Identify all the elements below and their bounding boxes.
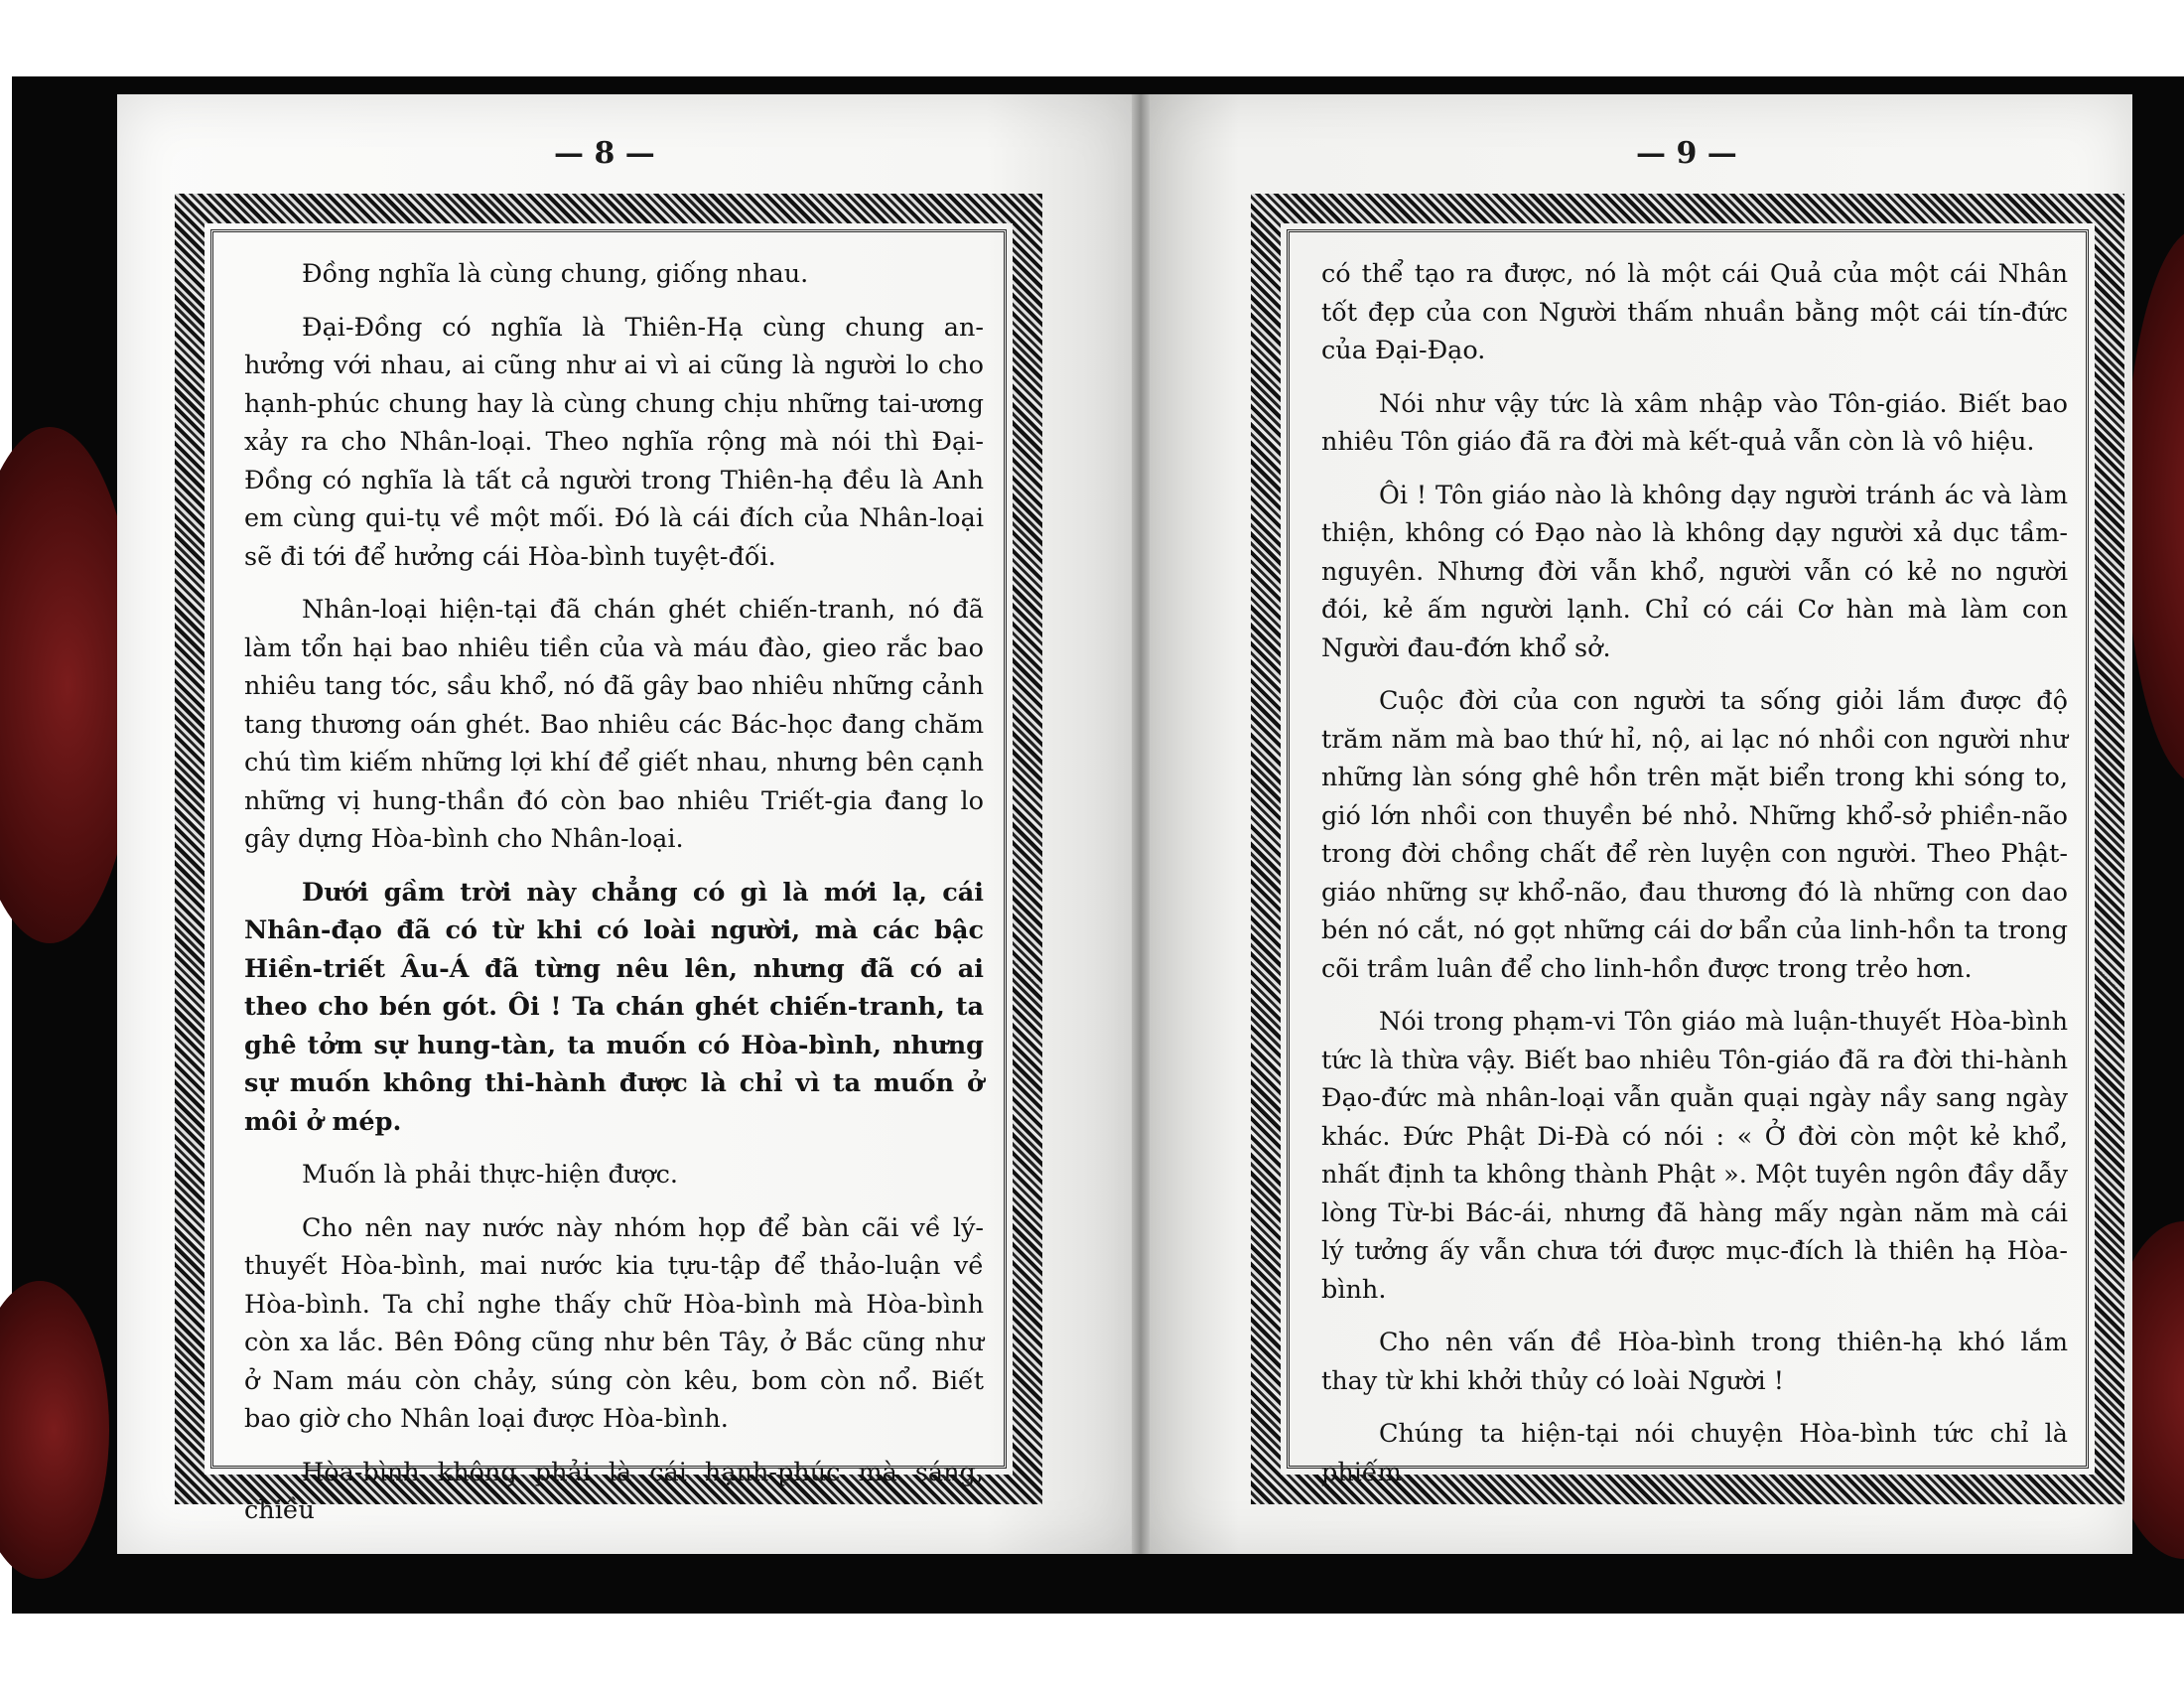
paragraph: Ôi ! Tôn giáo nào là không dạy người tránh ác và làm thiện, không có Đạo nào là không dạy người xả dục tầm-nguyên. Nhưng đời vẫn khổ, người vẫn có kẻ no người đói, kẻ ấm người lạnh. Chỉ có cái Cơ hàn mà làm con Người đau-đớn khổ sở.: [1321, 480, 2068, 663]
paragraph: Cho nên nay nước này nhóm họp để bàn cãi về lý-thuyết Hòa-bình, mai nước kia tựu-tập để thảo-luận về Hòa-bình. Ta chỉ nghe thấy chữ Hòa-bình mà Hòa-bình còn xa lắc. Bên Đông cũng như bên Tây, ở Bắc cũng như ở Nam máu còn chảy, súng còn kêu, bom còn nổ. Biết bao giờ cho Nhân loại được Hòa-bình.: [244, 1212, 984, 1434]
paragraph: Cuộc đời của con người ta sống giỏi lắm được độ trăm năm mà bao thứ hỉ, nộ, ai lạc nó nhồi con người như những làn sóng ghê hồn trên mặt biển trong khi sóng to, gió lớn nhồi con thuyền bé nhỏ. Những khổ-sở phiền-não trong đời chồng chất để rèn luyện con người. Theo Phật-giáo những sự khổ-não, đau thương đó là những con dao bén nó cắt, nó gọt những cái dơ bẩn của linh-hồn ta trong cõi trầm luân để cho linh-hồn được trong trẻo hơn.: [1321, 686, 2068, 984]
left-page-text: [244, 255, 984, 1545]
page-number-left: — 8 —: [554, 136, 655, 171]
paragraph: Nói trong phạm-vi Tôn giáo mà luận-thuyết Hòa-bình tức là thừa vậy. Biết bao nhiêu Tôn-giáo đã ra đời thi-hành Đạo-đức mà nhân-loại vẫn quằn quại ngày nầy sang ngày khác. Đức Phật Di-Đà có nói : « Ở đời còn một kẻ khổ, nhất định ta không thành Phật ». Một tuyên ngôn đầy dẫy lòng Từ-bi Bác-ái, nhưng đã hàng mấy ngàn năm mà cái lý tưởng ấy vẫn chưa tới được mục-đích là thiên hạ Hòa-bình.: [1321, 1007, 2068, 1305]
paragraph: có thể tạo ra được, nó là một cái Quả của một cái Nhân tốt đẹp của con Người thấm nhuần bằng một cái tín-đức của Đại-Đạo.: [1321, 259, 2068, 365]
book-gutter: [1132, 94, 1150, 1554]
paragraph: Đại-Đồng có nghĩa là Thiên-Hạ cùng chung an-hưởng với nhau, ai cũng như ai vì ai cũng là người lo cho hạnh-phúc chung hay là cùng chung chịu những tai-ương xảy ra cho Nhân-loại. Theo nghĩa rộng mà nói thì Đại-Đồng có nghĩa là tất cả người trong Thiên-hạ đều là Anh em cùng qui-tụ về một mối. Đó là cái đích của Nhân-loại sẽ đi tới để hưởng cái Hòa-bình tuyệt-đối.: [244, 312, 984, 572]
left-page: [117, 94, 1140, 1554]
page-number-right: — 9 —: [1636, 136, 1737, 171]
right-page: [1140, 94, 2132, 1554]
open-book: [117, 94, 2132, 1564]
right-page-text: [1321, 255, 2068, 1506]
paragraph: Hòa-bình không phải là cái hạnh-phúc mà sáng, chiều: [244, 1457, 984, 1525]
paragraph: Dưới gầm trời này chẳng có gì là mới lạ, cái Nhân-đạo đã có từ khi có loài người, mà các bậc Hiền-triết Âu-Á đã từng nêu lên, nhưng đã có ai theo cho bén gót. Ôi ! Ta chán ghét chiến-tranh, ta ghê tởm sự hung-tàn, ta muốn có Hòa-bình, nhưng sự muốn không thi-hành được là chỉ vì ta muốn ở môi ở mép.: [244, 877, 984, 1137]
paragraph: Nói như vậy tức là xâm nhập vào Tôn-giáo. Biết bao nhiêu Tôn giáo đã ra đời mà kết-quả vẫn còn là vô hiệu.: [1321, 388, 2068, 457]
paragraph: Cho nên vấn đề Hòa-bình trong thiên-hạ khó lắm thay từ khi khởi thủy có loài Người !: [1321, 1328, 2068, 1396]
paragraph: Chúng ta hiện-tại nói chuyện Hòa-bình tức chỉ là phiếm: [1321, 1419, 2068, 1487]
paragraph: Đồng nghĩa là cùng chung, giống nhau.: [302, 259, 809, 289]
paragraph: Nhân-loại hiện-tại đã chán ghét chiến-tranh, nó đã làm tổn hại bao nhiêu tiền của và máu đào, gieo rắc bao nhiêu tang tóc, sầu khổ, nó đã gây bao nhiêu những cảnh tang thương oán ghét. Bao nhiêu các Bác-học đang chăm chú tìm kiếm những lợi khí để giết nhau, nhưng bên cạnh những vị hung-thần đó còn bao nhiêu Triết-gia đang lo gây dựng Hòa-bình cho Nhân-loại.: [244, 595, 984, 854]
paragraph: Muốn là phải thực-hiện được.: [302, 1160, 679, 1190]
